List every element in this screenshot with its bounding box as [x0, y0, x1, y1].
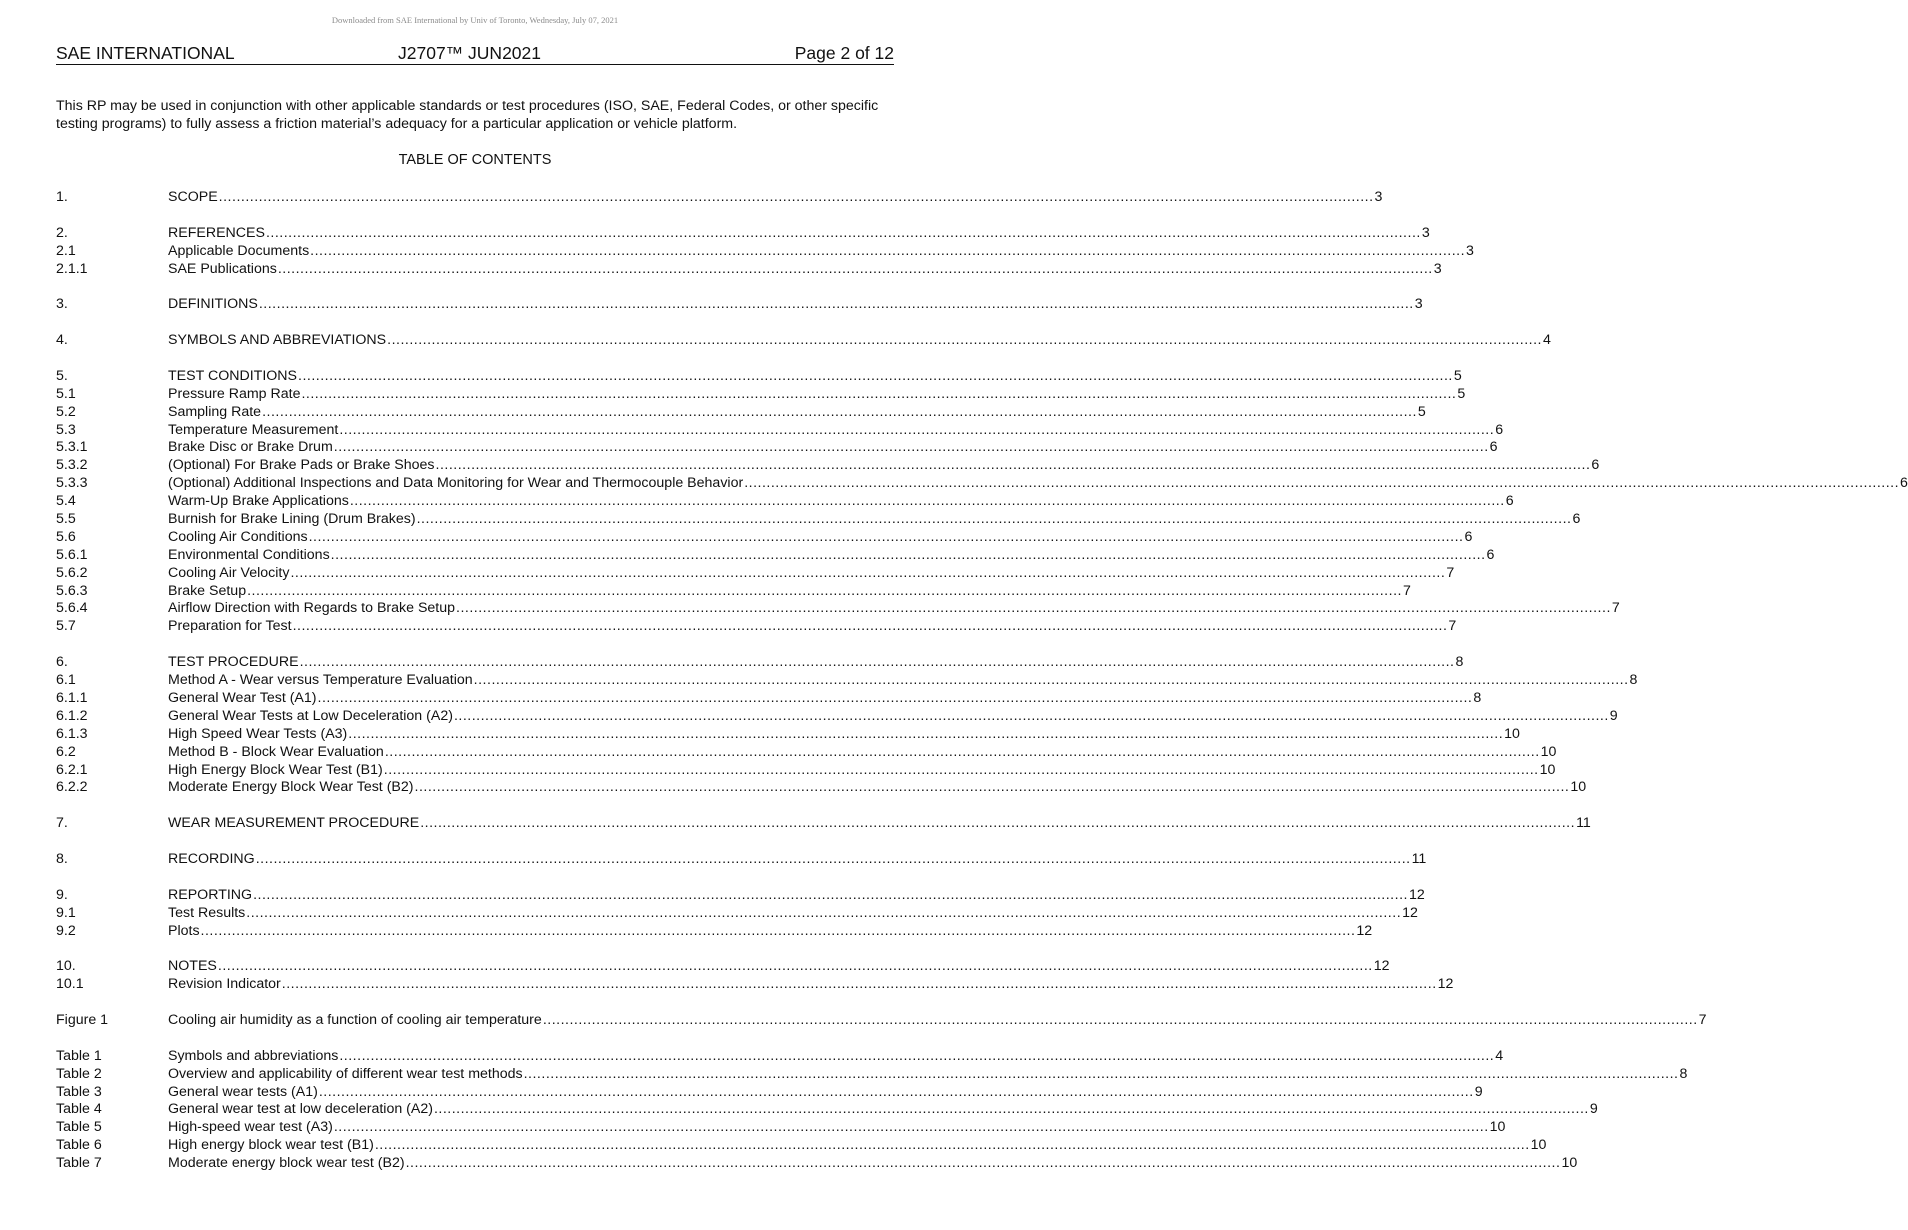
toc-entry-number: Table 6	[56, 1137, 102, 1154]
toc-entry-page: 10	[1504, 725, 1520, 742]
toc-entry-title-wrap	[168, 296, 1415, 314]
toc-dot-leader: ....................................................................................................................................................................................................................................................................	[292, 618, 1448, 635]
toc-entry-title: Symbols and abbreviations	[168, 1047, 339, 1064]
toc-entry-number: 2.	[56, 224, 68, 241]
toc-dot-leader: ....................................................................................................................................................................................................................................................................	[299, 654, 1455, 671]
toc-entry-title-wrap	[168, 726, 1504, 744]
toc-dot-leader: ....................................................................................................................................................................................................................................................................	[349, 493, 1505, 510]
toc-dot-leader: ....................................................................................................................................................................................................................................................................	[246, 904, 1402, 921]
toc-entry-page: 3	[1414, 296, 1423, 313]
toc-entry-page: 8	[1679, 1065, 1688, 1082]
toc-dot-leader: ....................................................................................................................................................................................................................................................................	[277, 260, 1433, 277]
toc-group-gap	[56, 994, 881, 1012]
toc-entry[interactable]	[56, 707, 1618, 726]
toc-entry-title: Burnish for Brake Lining (Drum Brakes)	[168, 511, 416, 528]
toc-entry-number: 5.3.2	[56, 457, 88, 474]
toc-entry-number: 6.2	[56, 743, 76, 760]
document-id: J2707™ JUN2021	[398, 43, 541, 63]
toc-entry-title-wrap	[168, 1137, 1531, 1155]
toc-entry-number: 4.	[56, 332, 68, 349]
toc-dot-leader: ....................................................................................................................................................................................................................................................................	[435, 457, 1591, 474]
toc-entry-title: SYMBOLS AND ABBREVIATIONS	[168, 332, 387, 349]
toc-entry-title-wrap	[168, 1048, 1495, 1066]
toc-entry[interactable]	[56, 332, 1551, 350]
toc-entry-title: Method B - Block Wear Evaluation	[168, 743, 384, 760]
toc-entry-title-wrap	[168, 332, 1543, 350]
toc-group-gap	[56, 797, 881, 815]
toc-entry-number: 5.6.3	[56, 582, 88, 599]
toc-entry-number: 5.6.2	[56, 564, 88, 581]
toc-entry[interactable]	[56, 1155, 1578, 1173]
toc-entry-title: TEST CONDITIONS	[168, 367, 298, 384]
toc-entry-title-wrap	[168, 547, 1487, 565]
toc-entry[interactable]	[56, 260, 1442, 279]
toc-entry[interactable]	[56, 564, 1455, 583]
toc-entry-title-wrap	[168, 439, 1490, 457]
toc-entry-number: 6.	[56, 654, 68, 671]
toc-entry-title-wrap	[168, 404, 1418, 422]
toc-entry-title-wrap	[168, 905, 1402, 923]
toc-dot-leader: ....................................................................................................................................................................................................................................................................	[258, 296, 1414, 313]
toc-entry-title: Overview and applicability of different wear test methods	[168, 1065, 523, 1082]
toc-dot-leader: ....................................................................................................................................................................................................................................................................	[247, 582, 1402, 599]
toc-entry-page: 12	[1356, 922, 1373, 939]
toc-entry-title: General Wear Test (A1)	[168, 689, 317, 706]
toc-dot-leader: ....................................................................................................................................................................................................................................................................	[281, 976, 1437, 993]
toc-entry[interactable]	[56, 1047, 1504, 1066]
toc-entry-title: Cooling air humidity as a function of cooling air temperature	[168, 1011, 542, 1028]
toc-entry-number: 5.	[56, 367, 68, 384]
toc-entry-title-wrap	[168, 565, 1446, 583]
toc-group-gap	[56, 278, 881, 296]
toc-entry-title-wrap	[168, 654, 1455, 672]
toc-entry[interactable]	[56, 1065, 1688, 1084]
toc-entry-page: 10	[1539, 761, 1556, 778]
toc-entry-page: 10	[1530, 1137, 1547, 1154]
toc-group-gap	[56, 1030, 881, 1048]
toc-entry-page: 6	[1489, 439, 1498, 456]
toc-dot-leader: ....................................................................................................................................................................................................................................................................	[308, 528, 1464, 545]
toc-entry-title: RECORDING	[168, 850, 255, 867]
toc-entry[interactable]	[56, 922, 1373, 941]
toc-entry-number: 5.6.4	[56, 600, 88, 617]
toc-dot-leader: ....................................................................................................................................................................................................................................................................	[317, 689, 1473, 706]
download-watermark: Downloaded from SAE International by Univ of Toronto, Wednesday, July 07, 2021	[331, 15, 619, 25]
toc-entry[interactable]	[56, 367, 1462, 386]
toc-entry-title-wrap	[168, 762, 1540, 780]
toc-entry-number: 2.1.1	[56, 260, 88, 277]
toc-group-gap	[56, 940, 881, 958]
toc-entry[interactable]	[56, 1101, 1598, 1119]
toc-group-gap	[56, 350, 881, 368]
toc-entry-page: 6	[1591, 457, 1600, 474]
toc-entry-title-wrap	[168, 600, 1612, 618]
toc-entry[interactable]	[56, 242, 1474, 261]
toc-entry[interactable]	[56, 725, 1520, 744]
toc-entry-number: 2.1	[56, 242, 76, 259]
toc-entry[interactable]	[56, 672, 1638, 690]
toc-entry[interactable]	[56, 296, 1423, 314]
org-name: SAE INTERNATIONAL	[56, 43, 235, 63]
toc-entry-page: 6	[1486, 546, 1495, 563]
toc-entry-page: 7	[1611, 600, 1620, 617]
toc-dot-leader: ....................................................................................................................................................................................................................................................................	[387, 332, 1542, 349]
toc-entry-number: 5.7	[56, 618, 76, 635]
toc-entry-title: Cooling Air Velocity	[168, 564, 290, 581]
toc-entry-title-wrap	[168, 529, 1464, 547]
toc-entry-title: REFERENCES	[168, 224, 265, 241]
toc-entry-title-wrap	[168, 493, 1506, 511]
toc-dot-leader: ....................................................................................................................................................................................................................................................................	[262, 403, 1417, 420]
toc-entry[interactable]	[56, 385, 1466, 404]
toc-dot-leader: ....................................................................................................................................................................................................................................................................	[290, 564, 1446, 581]
toc-dot-leader: ....................................................................................................................................................................................................................................................................	[333, 1119, 1489, 1136]
toc-entry-title: High Speed Wear Tests (A3)	[168, 725, 348, 742]
toc-entry-title-wrap	[168, 225, 1422, 243]
toc-entry-title-wrap	[168, 1101, 1590, 1119]
toc-entry[interactable]	[56, 1083, 1483, 1102]
toc-entry[interactable]	[56, 743, 1557, 762]
toc-entry-title-wrap	[168, 779, 1570, 797]
toc-dot-leader: ....................................................................................................................................................................................................................................................................	[339, 1047, 1495, 1064]
toc-entry-number: Table 2	[56, 1065, 102, 1082]
toc-entry-title-wrap	[168, 189, 1375, 207]
toc-entry-title: SAE Publications	[168, 260, 277, 277]
toc-entry-page: 6	[1572, 511, 1581, 528]
toc-entry-title: Pressure Ramp Rate	[168, 385, 301, 402]
toc-dot-leader: ....................................................................................................................................................................................................................................................................	[744, 475, 1900, 492]
toc-entry-page: 6	[1900, 475, 1908, 492]
toc-entry[interactable]	[56, 904, 1418, 923]
toc-entry-title-wrap	[168, 368, 1454, 386]
toc-entry-page: 5	[1453, 367, 1462, 384]
toc-dot-leader: ....................................................................................................................................................................................................................................................................	[200, 922, 1356, 939]
toc-entry-number: 6.1.1	[56, 689, 88, 706]
toc-entry[interactable]	[56, 224, 1430, 243]
intro-paragraph: This RP may be used in conjunction with other applicable standards or test procedures (ISO, SAE, Federal Codes, or other specific testing programs) to fully assess a friction material’s adequacy for a particular application or vehicle platform.	[56, 98, 879, 132]
toc-entry-page: 5	[1457, 385, 1466, 402]
toc-entry[interactable]	[56, 403, 1426, 422]
toc-entry-number: 1.	[56, 189, 68, 205]
toc-entry-title-wrap	[168, 243, 1466, 261]
toc-dot-leader: ....................................................................................................................................................................................................................................................................	[217, 958, 1373, 975]
toc-entry-title-wrap	[168, 690, 1473, 708]
toc-entry-page: 12	[1373, 958, 1390, 975]
toc-entry-number: Table 7	[56, 1155, 102, 1172]
toc-entry-page: 10	[1540, 743, 1557, 760]
toc-entry[interactable]	[56, 779, 1587, 797]
toc-entry-number: Table 1	[56, 1047, 102, 1064]
toc-entry[interactable]	[56, 815, 1591, 833]
toc-entry-page: 8	[1455, 654, 1464, 671]
toc-entry-title-wrap	[168, 1119, 1490, 1137]
toc-entry-number: 8.	[56, 850, 68, 867]
toc-entry-page: 6	[1495, 421, 1504, 438]
toc-entry-page: 9	[1609, 707, 1618, 724]
toc-entry-number: 6.1.3	[56, 725, 88, 742]
toc-entry[interactable]	[56, 528, 1473, 547]
toc-entry-page: 11	[1576, 815, 1591, 832]
toc-dot-leader: ....................................................................................................................................................................................................................................................................	[253, 886, 1408, 903]
toc-dot-leader: ....................................................................................................................................................................................................................................................................	[414, 779, 1570, 796]
toc-dot-leader: ....................................................................................................................................................................................................................................................................	[339, 421, 1495, 438]
toc-entry[interactable]	[56, 1137, 1547, 1155]
toc-entry[interactable]	[56, 976, 1454, 994]
toc-entry-page: 3	[1433, 260, 1442, 277]
toc-dot-leader: ....................................................................................................................................................................................................................................................................	[433, 1101, 1589, 1118]
toc-entry-number: 5.1	[56, 385, 76, 402]
toc-group-gap	[56, 869, 881, 887]
toc-entry-title-wrap	[168, 583, 1403, 601]
toc-entry-title: Brake Setup	[168, 582, 247, 599]
toc-title: TABLE OF CONTENTS	[398, 152, 552, 168]
toc-entry-title-wrap	[168, 1084, 1475, 1102]
toc-entry-number: Table 4	[56, 1101, 102, 1118]
toc-entry[interactable]	[56, 654, 1464, 672]
toc-entry[interactable]	[56, 1119, 1506, 1137]
toc-entry-page: 7	[1698, 1011, 1707, 1028]
toc-entry-title-wrap	[168, 744, 1541, 762]
toc-entry-number: 10.1	[56, 976, 84, 993]
toc-entry-title-wrap	[168, 1155, 1561, 1173]
toc-entry-title-wrap	[168, 1066, 1679, 1084]
toc-entry[interactable]	[56, 850, 1427, 869]
toc-entry-page: 7	[1448, 618, 1457, 635]
toc-entry-title: Method A - Wear versus Temperature Evaluation	[168, 672, 473, 689]
toc-entry-page: 7	[1446, 564, 1455, 581]
toc-entry-title: High Energy Block Wear Test (B1)	[168, 761, 383, 778]
toc-entry-title-wrap	[168, 708, 1610, 726]
toc-entry-page: 4	[1495, 1047, 1504, 1064]
toc-entry[interactable]	[56, 546, 1495, 565]
toc-entry-number: 6.2.2	[56, 779, 88, 796]
toc-entry-page: 10	[1561, 1155, 1578, 1172]
toc-entry-page: 12	[1437, 976, 1454, 993]
table-of-contents	[56, 189, 1908, 1173]
toc-entry-number: 5.2	[56, 403, 76, 420]
toc-entry-title-wrap	[168, 923, 1356, 941]
toc-entry-title-wrap	[168, 261, 1434, 279]
toc-entry[interactable]	[56, 886, 1425, 905]
toc-entry-page: 6	[1464, 528, 1473, 545]
toc-entry-page: 8	[1629, 672, 1638, 689]
toc-entry-title-wrap	[168, 618, 1448, 636]
toc-entry-title-wrap	[168, 511, 1572, 529]
toc-entry-title: SCOPE	[168, 189, 218, 205]
toc-entry-title-wrap	[168, 887, 1409, 905]
toc-entry-title: Test Results	[168, 904, 246, 921]
toc-dot-leader: ....................................................................................................................................................................................................................................................................	[265, 224, 1421, 241]
toc-dot-leader: ....................................................................................................................................................................................................................................................................	[416, 511, 1572, 528]
toc-entry-title: Applicable Documents	[168, 242, 310, 259]
toc-entry[interactable]	[56, 958, 1390, 976]
toc-dot-leader: ....................................................................................................................................................................................................................................................................	[333, 439, 1489, 456]
toc-dot-leader: ....................................................................................................................................................................................................................................................................	[348, 725, 1504, 742]
toc-entry-page: 8	[1473, 689, 1482, 706]
toc-group-gap	[56, 314, 881, 332]
toc-entry-page: 3	[1466, 242, 1474, 259]
toc-entry-number: 10.	[56, 958, 76, 975]
toc-entry-title: Sampling Rate	[168, 403, 262, 420]
toc-entry-page: 3	[1374, 189, 1383, 205]
toc-entry-title: General wear tests (A1)	[168, 1083, 318, 1100]
toc-group-gap	[56, 207, 881, 225]
toc-entry-title-wrap	[168, 457, 1591, 475]
toc-entry-number: 6.2.1	[56, 761, 88, 778]
toc-dot-leader: ....................................................................................................................................................................................................................................................................	[318, 1083, 1474, 1100]
page-header	[56, 43, 894, 65]
toc-dot-leader: ....................................................................................................................................................................................................................................................................	[310, 242, 1466, 259]
toc-entry[interactable]	[56, 618, 1457, 636]
toc-entry-title: DEFINITIONS	[168, 296, 258, 313]
toc-entry-title: Moderate Energy Block Wear Test (B2)	[168, 779, 414, 796]
toc-entry-title: Revision Indicator	[168, 976, 281, 993]
toc-entry-title: REPORTING	[168, 886, 253, 903]
toc-entry-title-wrap	[168, 976, 1438, 994]
toc-entry-page: 11	[1411, 850, 1427, 867]
toc-entry-number: 5.3.1	[56, 439, 88, 456]
toc-entry-title: High energy block wear test (B1)	[168, 1137, 374, 1154]
toc-dot-leader: ....................................................................................................................................................................................................................................................................	[298, 367, 1453, 384]
toc-entry-title: (Optional) For Brake Pads or Brake Shoes	[168, 457, 435, 474]
toc-entry[interactable]	[56, 689, 1482, 708]
toc-dot-leader: ....................................................................................................................................................................................................................................................................	[523, 1065, 1679, 1082]
toc-dot-leader: ....................................................................................................................................................................................................................................................................	[330, 546, 1486, 563]
toc-entry-page: 9	[1589, 1101, 1598, 1118]
toc-entry[interactable]	[56, 189, 1383, 207]
toc-dot-leader: ....................................................................................................................................................................................................................................................................	[542, 1011, 1698, 1028]
toc-dot-leader: ....................................................................................................................................................................................................................................................................	[420, 815, 1576, 832]
toc-entry[interactable]	[56, 1011, 1707, 1030]
page-number: Page 2 of 12	[794, 43, 894, 63]
toc-entry-number: 6.1	[56, 672, 76, 689]
toc-entry-title: NOTES	[168, 958, 217, 975]
toc-entry-page: 10	[1489, 1119, 1506, 1136]
toc-dot-leader: ....................................................................................................................................................................................................................................................................	[456, 600, 1611, 617]
toc-entry-title-wrap	[168, 851, 1412, 869]
toc-entry-title: WEAR MEASUREMENT PROCEDURE	[168, 815, 420, 832]
toc-entry-title-wrap	[168, 422, 1495, 440]
toc-entry-title: Brake Disc or Brake Drum	[168, 439, 333, 456]
toc-entry-number: Table 5	[56, 1119, 102, 1136]
toc-dot-leader: ....................................................................................................................................................................................................................................................................	[405, 1155, 1561, 1172]
toc-entry-title: Environmental Conditions	[168, 546, 330, 563]
toc-entry-title: Warm-Up Brake Applications	[168, 493, 349, 510]
toc-dot-leader: ....................................................................................................................................................................................................................................................................	[453, 707, 1609, 724]
toc-entry-number: 5.5	[56, 511, 76, 528]
toc-entry-number: 5.4	[56, 493, 76, 510]
toc-entry-number: Table 3	[56, 1083, 102, 1100]
toc-entry-title: General wear test at low deceleration (A2)	[168, 1101, 433, 1118]
toc-entry-title: Moderate energy block wear test (B2)	[168, 1155, 405, 1172]
toc-entry-page: 7	[1402, 582, 1411, 599]
toc-entry-number: 7.	[56, 815, 68, 832]
toc-entry-title: Plots	[168, 922, 200, 939]
toc-entry-title: General Wear Tests at Low Deceleration (A2)	[168, 707, 453, 724]
toc-entry-page: 12	[1402, 904, 1418, 921]
toc-dot-leader: ....................................................................................................................................................................................................................................................................	[301, 385, 1457, 402]
toc-entry-page: 5	[1417, 403, 1426, 420]
toc-entry-title: (Optional) Additional Inspections and Data Monitoring for Wear and Thermocouple Behavior	[168, 475, 744, 492]
toc-entry-number: 5.6	[56, 528, 76, 545]
toc-entry-number: 5.3	[56, 421, 76, 438]
toc-entry-page: 12	[1408, 886, 1425, 903]
toc-entry-page: 6	[1505, 493, 1514, 510]
toc-entry-title-wrap	[168, 475, 1900, 493]
toc-group-gap	[56, 636, 881, 654]
toc-dot-leader: ....................................................................................................................................................................................................................................................................	[384, 743, 1540, 760]
toc-entry[interactable]	[56, 475, 1908, 493]
toc-dot-leader: ....................................................................................................................................................................................................................................................................	[374, 1137, 1530, 1154]
toc-entry[interactable]	[56, 457, 1600, 475]
toc-entry[interactable]	[56, 421, 1504, 440]
toc-entry-number: 9.2	[56, 922, 76, 939]
toc-entry-page: 3	[1421, 224, 1430, 241]
toc-dot-leader: ....................................................................................................................................................................................................................................................................	[255, 850, 1411, 867]
toc-entry-title-wrap	[168, 1012, 1699, 1030]
toc-entry-page: 9	[1474, 1083, 1483, 1100]
toc-entry[interactable]	[56, 439, 1498, 457]
toc-entry-number: 3.	[56, 296, 68, 313]
toc-dot-leader: ....................................................................................................................................................................................................................................................................	[218, 189, 1374, 205]
toc-dot-leader: ....................................................................................................................................................................................................................................................................	[473, 672, 1629, 689]
toc-entry-number: 5.3.3	[56, 475, 88, 492]
toc-dot-leader: ....................................................................................................................................................................................................................................................................	[383, 761, 1539, 778]
toc-entry-title: Preparation for Test	[168, 618, 292, 635]
toc-entry-number: 5.6.1	[56, 546, 88, 563]
toc-entry-title-wrap	[168, 672, 1630, 690]
toc-entry-number: 9.	[56, 886, 68, 903]
toc-group-gap	[56, 833, 881, 851]
toc-entry[interactable]	[56, 493, 1514, 511]
toc-entry-title: Cooling Air Conditions	[168, 528, 308, 545]
toc-entry[interactable]	[56, 511, 1581, 529]
toc-entry-title: TEST PROCEDURE	[168, 654, 299, 671]
toc-entry-title-wrap	[168, 958, 1374, 976]
toc-entry-title-wrap	[168, 815, 1576, 833]
toc-entry[interactable]	[56, 582, 1411, 601]
toc-entry-title-wrap	[168, 386, 1457, 404]
toc-entry-number: 9.1	[56, 904, 76, 921]
toc-entry-number: 6.1.2	[56, 707, 88, 724]
toc-entry-page: 4	[1543, 332, 1551, 349]
toc-entry[interactable]	[56, 761, 1556, 780]
toc-entry-number: Figure 1	[56, 1011, 109, 1028]
toc-entry[interactable]	[56, 600, 1620, 618]
toc-entry-title: Airflow Direction with Regards to Brake Setup	[168, 600, 456, 617]
toc-entry-page: 10	[1570, 779, 1587, 796]
toc-entry-title: Temperature Measurement	[168, 421, 339, 438]
toc-entry-title: High-speed wear test (A3)	[168, 1119, 333, 1136]
